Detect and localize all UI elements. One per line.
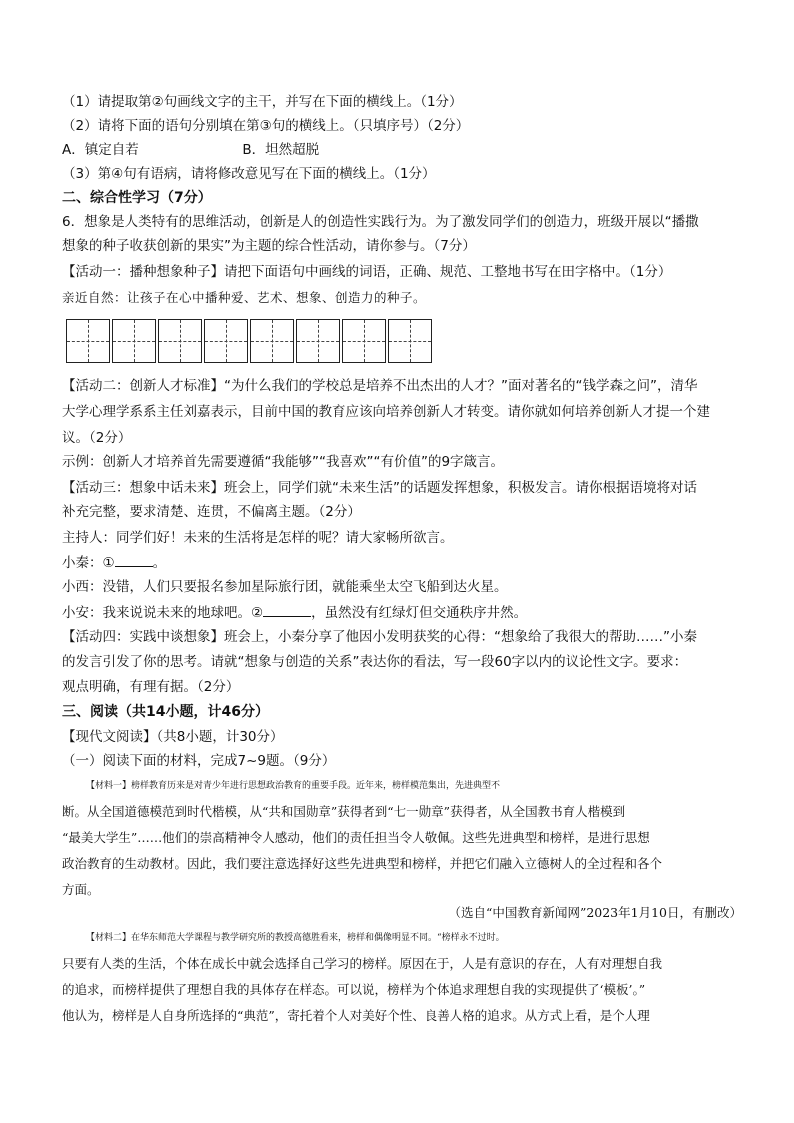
modern-reading-label: 【现代文阅读】（共8小题，计30分） bbox=[62, 729, 284, 745]
grid-cell[interactable] bbox=[204, 319, 248, 363]
q5-sub2: （2）请将下面的语句分别填在第③句的横线上。（只填序号）（2分） bbox=[62, 118, 470, 134]
answer-blank-2[interactable] bbox=[263, 602, 311, 617]
section3-heading: 三、阅读（共14小题，计46分） bbox=[62, 704, 269, 720]
q6-intro-line1: 6．想象是人类特有的思维活动，创新是人的创造性实践行为。为了激发同学们的创造力，班级开展以“播撒 bbox=[62, 214, 699, 230]
grid-cell[interactable] bbox=[158, 319, 202, 363]
grid-cell[interactable] bbox=[66, 319, 110, 363]
activity2-line2: 大学心理学系系主任刘嘉表示，目前中国的教育应该向培养创新人才转变。请你就如何培养创新人才提一个建 bbox=[62, 404, 710, 420]
material1-line2: 断。从全国道德模范到时代楷模，从“共和国勋章”获得者到“七一勋章”获得者，从全国教书育人楷模到 bbox=[62, 804, 626, 819]
activity2-line1: 【活动二：创新人才标准】“为什么我们的学校总是培养不出杰出的人才？”面对著名的“钱学森之问”，清华 bbox=[62, 378, 698, 394]
material1-source: （选自“中国教育新闻网”2023年1月10日，有删改） bbox=[448, 905, 742, 920]
option-a: A．镇定自若 bbox=[62, 142, 139, 158]
material2-line4: 他认为，榜样是人自身所选择的“典范”，寄托着个人对美好个性、良善人格的追求。从方式上看，是个人理 bbox=[62, 1008, 650, 1023]
xiaoan-suffix: ，虽然没有红绿灯但交通秩序井然。 bbox=[311, 605, 528, 621]
option-b: B．坦然超脱 bbox=[242, 142, 320, 158]
tianzige-grid bbox=[66, 319, 434, 363]
answer-blank-1[interactable] bbox=[115, 552, 153, 567]
activity4-line3: 观点明确，有理有据。（2分） bbox=[62, 679, 240, 695]
xiaoan-prefix: 小安：我来说说未来的地球吧。② bbox=[62, 605, 264, 621]
activity4-line1: 【活动四：实践中谈想象】班会上，小秦分享了他因小发明获奖的心得：“想象给了我很大的帮助……”小秦 bbox=[62, 629, 697, 645]
material1-line5: 方面。 bbox=[62, 882, 100, 897]
activity2-line3: 议。（2分） bbox=[62, 430, 132, 446]
activity2-example: 示例：创新人才培养首先需要遵循“我能够”“我喜欢”“有价值”的9字箴言。 bbox=[62, 454, 505, 470]
grid-cell[interactable] bbox=[296, 319, 340, 363]
grid-cell[interactable] bbox=[388, 319, 432, 363]
activity1: 【活动一：播种想象种子】请把下面语句中画线的词语，正确、规范、工整地书写在田字格中。（1分） bbox=[62, 264, 672, 280]
material2-line3: 的追求，而榜样提供了理想自我的具体存在样态。可以说，榜样为个体追求理想自我的实现提供了‘模板’。” bbox=[62, 982, 646, 997]
material1-line4: 政治教育的生动教材。因此，我们要注意选择好这些先进典型和榜样，并把它们融入立德树人的全过程和各个 bbox=[62, 856, 663, 871]
material1-line1: 【材料一】榜样教育历来是对青少年进行思想政治教育的重要手段。近年来，榜样模范集出，先进典型不 bbox=[86, 781, 501, 791]
material2-line2: 只要有人类的生活，个体在成长中就会选择自己学习的榜样。原因在于，人是有意识的存在，人有对理想自我 bbox=[62, 956, 663, 971]
material2-line1: 【材料二】在华东师范大学课程与教学研究所的教授高德胜看来，榜样和偶像明显不同。“榜样永不过时。 bbox=[86, 933, 505, 943]
host-line: 主持人：同学们好！未来的生活将是怎样的呢？请大家畅所欲言。 bbox=[62, 530, 454, 546]
part1-instructions: （一）阅读下面的材料，完成7~9题。（9分） bbox=[62, 753, 336, 769]
material1-line3: “最美大学生”……他们的崇高精神令人感动，他们的责任担当令人敬佩。这些先进典型和榜样，是进行思想 bbox=[62, 830, 650, 845]
q5-sub1: （1）请提取第②句画线文字的主干，并写在下面的横线上。（1分） bbox=[62, 94, 463, 110]
grid-cell[interactable] bbox=[112, 319, 156, 363]
activity4-line2: 的发言引发了你的思考。请就“想象与创造的关系”表达你的看法，写一段60字以内的议论性文字。要求： bbox=[62, 654, 688, 670]
xiaoxi-line: 小西：没错，人们只要报名参加星际旅行团，就能乘坐太空飞船到达火星。 bbox=[62, 579, 508, 595]
xiaoqin-suffix: 。 bbox=[152, 555, 167, 571]
xiaoqin-line bbox=[62, 552, 742, 573]
xiaoqin-prefix: 小秦：① bbox=[62, 555, 115, 571]
section2-heading: 二、综合性学习（7分） bbox=[62, 190, 212, 206]
q5-options bbox=[62, 140, 742, 160]
q5-sub3: （3）第④句有语病，请将修改意见写在下面的横线上。（1分） bbox=[62, 166, 436, 182]
activity3-line1: 【活动三：想象中话未来】班会上，同学们就“未来生活”的话题发挥想象，积极发言。请你根据语境将对话 bbox=[62, 480, 697, 496]
activity3-line2: 补充完整，要求清楚、连贯，不偏离主题。（2分） bbox=[62, 504, 361, 520]
activity1-sentence: 亲近自然：让孩子在心中播种爱、艺术、想象、创造力的种子。 bbox=[62, 290, 427, 305]
grid-cell[interactable] bbox=[342, 319, 386, 363]
grid-cell[interactable] bbox=[250, 319, 294, 363]
q6-intro-line2: 想象的种子收获创新的果实”为主题的综合性活动，请你参与。（7分） bbox=[62, 238, 476, 254]
xiaoan-line bbox=[62, 602, 742, 623]
